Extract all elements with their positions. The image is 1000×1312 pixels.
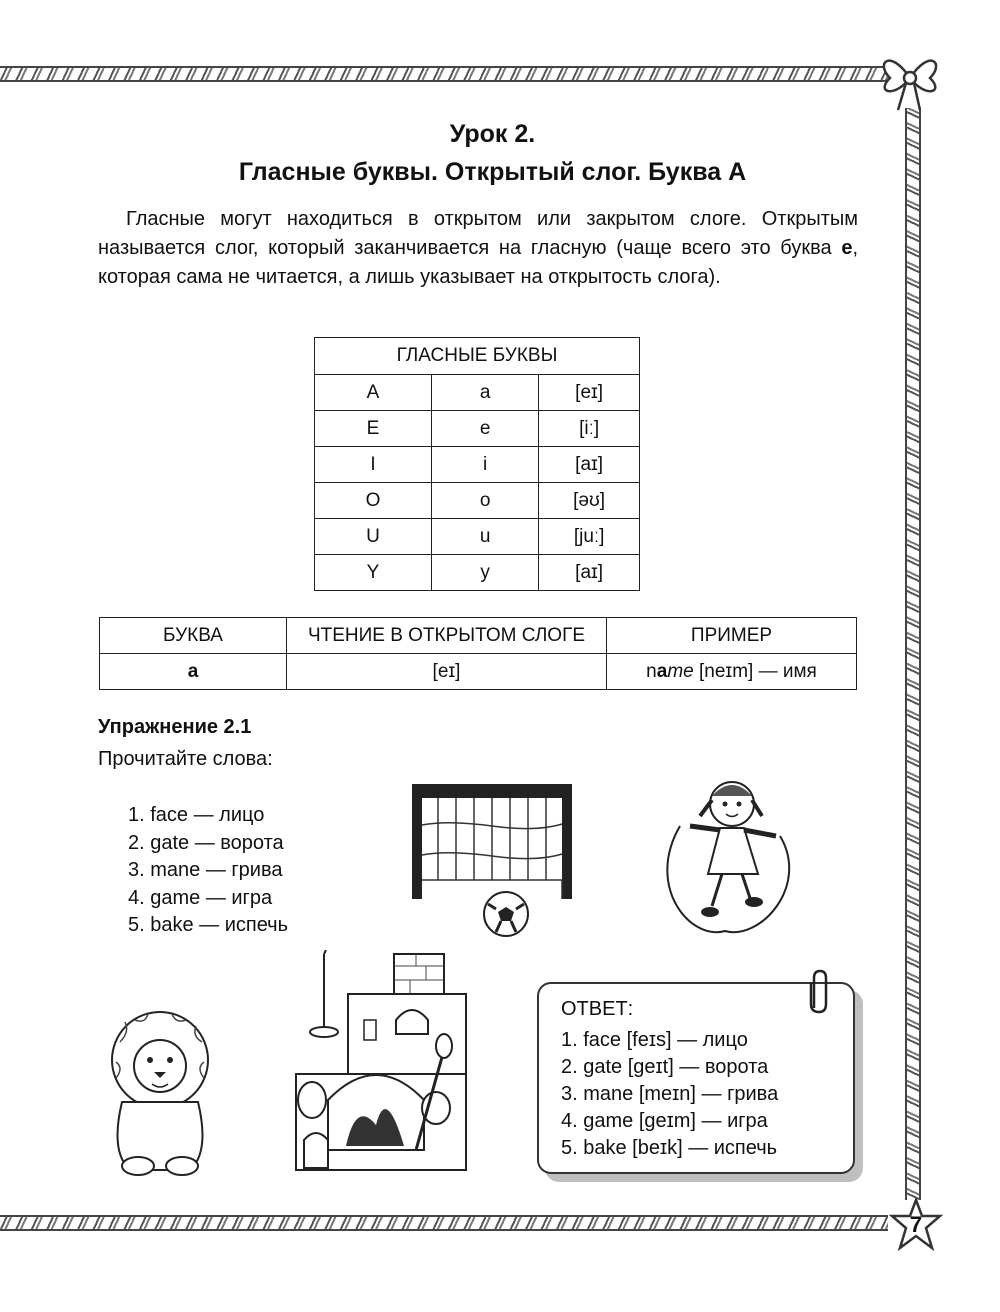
vowel-upper: O [315, 483, 432, 519]
vowel-upper: I [315, 447, 432, 483]
list-item: 4. game — игра [128, 886, 273, 909]
bow-icon [870, 38, 950, 118]
rule-reading: [eɪ] [287, 654, 607, 690]
rule-example-italic: me [667, 660, 694, 682]
intro-paragraph [98, 205, 858, 292]
vowel-lower: i [432, 447, 539, 483]
list-item: 3. mane — грива [128, 859, 283, 881]
lesson-title: Гласные буквы. Открытый слог. Буква А [238, 158, 747, 186]
answer-label: ОТВЕТ: [561, 998, 634, 1020]
rule-header-example: ПРИМЕР [607, 618, 857, 654]
table-row [315, 411, 640, 447]
vowel-sound: [aɪ] [539, 447, 640, 483]
list-item: 3. mane [meɪn] — грива [561, 1083, 779, 1105]
football-goal-icon [408, 780, 580, 940]
girl-jumping-rope-icon [650, 766, 810, 944]
page-number-badge [888, 1198, 944, 1254]
intro-bold-letter: e [841, 237, 853, 259]
table-row [315, 375, 640, 411]
list-item: 5. bake [beɪk] — испечь [561, 1137, 778, 1159]
vowel-upper: E [315, 411, 432, 447]
vowel-upper: Y [315, 555, 432, 591]
lesson-number: Урок 2. [449, 120, 536, 148]
vowel-upper: U [315, 519, 432, 555]
vowels-table [314, 337, 640, 591]
russian-stove-icon [276, 950, 476, 1176]
list-item: 2. gate [geɪt] — ворота [561, 1056, 769, 1078]
vowels-table-header: ГЛАСНЫЕ БУКВЫ [315, 338, 640, 375]
table-row [315, 555, 640, 591]
exercise-heading: Упражнение 2.1 [98, 716, 252, 738]
rule-example-rest: [neɪm] — имя [693, 660, 817, 682]
vowel-sound: [eɪ] [539, 375, 640, 411]
rule-example-bold: a [656, 660, 668, 682]
intro-text-end: , которая сама не читается, а лишь указывает на открытость слога). [98, 237, 858, 288]
vowel-sound: [juː] [539, 519, 640, 555]
list-item: 1. face [feɪs] — лицо [561, 1029, 748, 1051]
list-item: 5. bake — испечь [128, 914, 289, 936]
answer-list [561, 1027, 853, 1162]
vowel-lower: u [432, 519, 539, 555]
vowel-lower: o [432, 483, 539, 519]
table-row [315, 447, 640, 483]
rule-table [99, 617, 857, 690]
frame-rope-right [905, 108, 921, 1200]
table-row [100, 654, 857, 690]
list-item: 1. face — лицо [128, 804, 265, 826]
vowel-sound: [aɪ] [539, 555, 640, 591]
frame-rope-bottom [0, 1215, 888, 1231]
exercise-instruction: Прочитайте слова: [98, 748, 273, 770]
vowel-upper: A [315, 375, 432, 411]
rule-header-letter: БУКВА [100, 618, 287, 654]
table-row [315, 483, 640, 519]
vowel-lower: y [432, 555, 539, 591]
list-item: 4. game [geɪm] — игра [561, 1110, 768, 1132]
rule-header-reading: ЧТЕНИЕ В ОТКРЫТОМ СЛОГЕ [287, 618, 607, 654]
lion-icon [100, 1002, 220, 1180]
exercise-word-list [128, 802, 288, 940]
vowel-lower: e [432, 411, 539, 447]
paperclip-icon [806, 968, 832, 1016]
page-number: 7 [909, 1212, 923, 1237]
vowel-sound: [əʊ] [539, 483, 640, 519]
intro-text-start: Гласные могут находиться в открытом или закрытом слоге. Открытым называется слог, который заканчивается на гласную (чаще всего это буква [98, 208, 858, 259]
rule-example [607, 654, 857, 690]
table-row [315, 519, 640, 555]
list-item: 2. gate — ворота [128, 831, 284, 854]
vowel-lower: a [432, 375, 539, 411]
rule-letter: a [100, 654, 287, 690]
vowel-sound: [iː] [539, 411, 640, 447]
frame-rope-top [0, 66, 895, 82]
rule-example-pre: n [646, 660, 657, 682]
